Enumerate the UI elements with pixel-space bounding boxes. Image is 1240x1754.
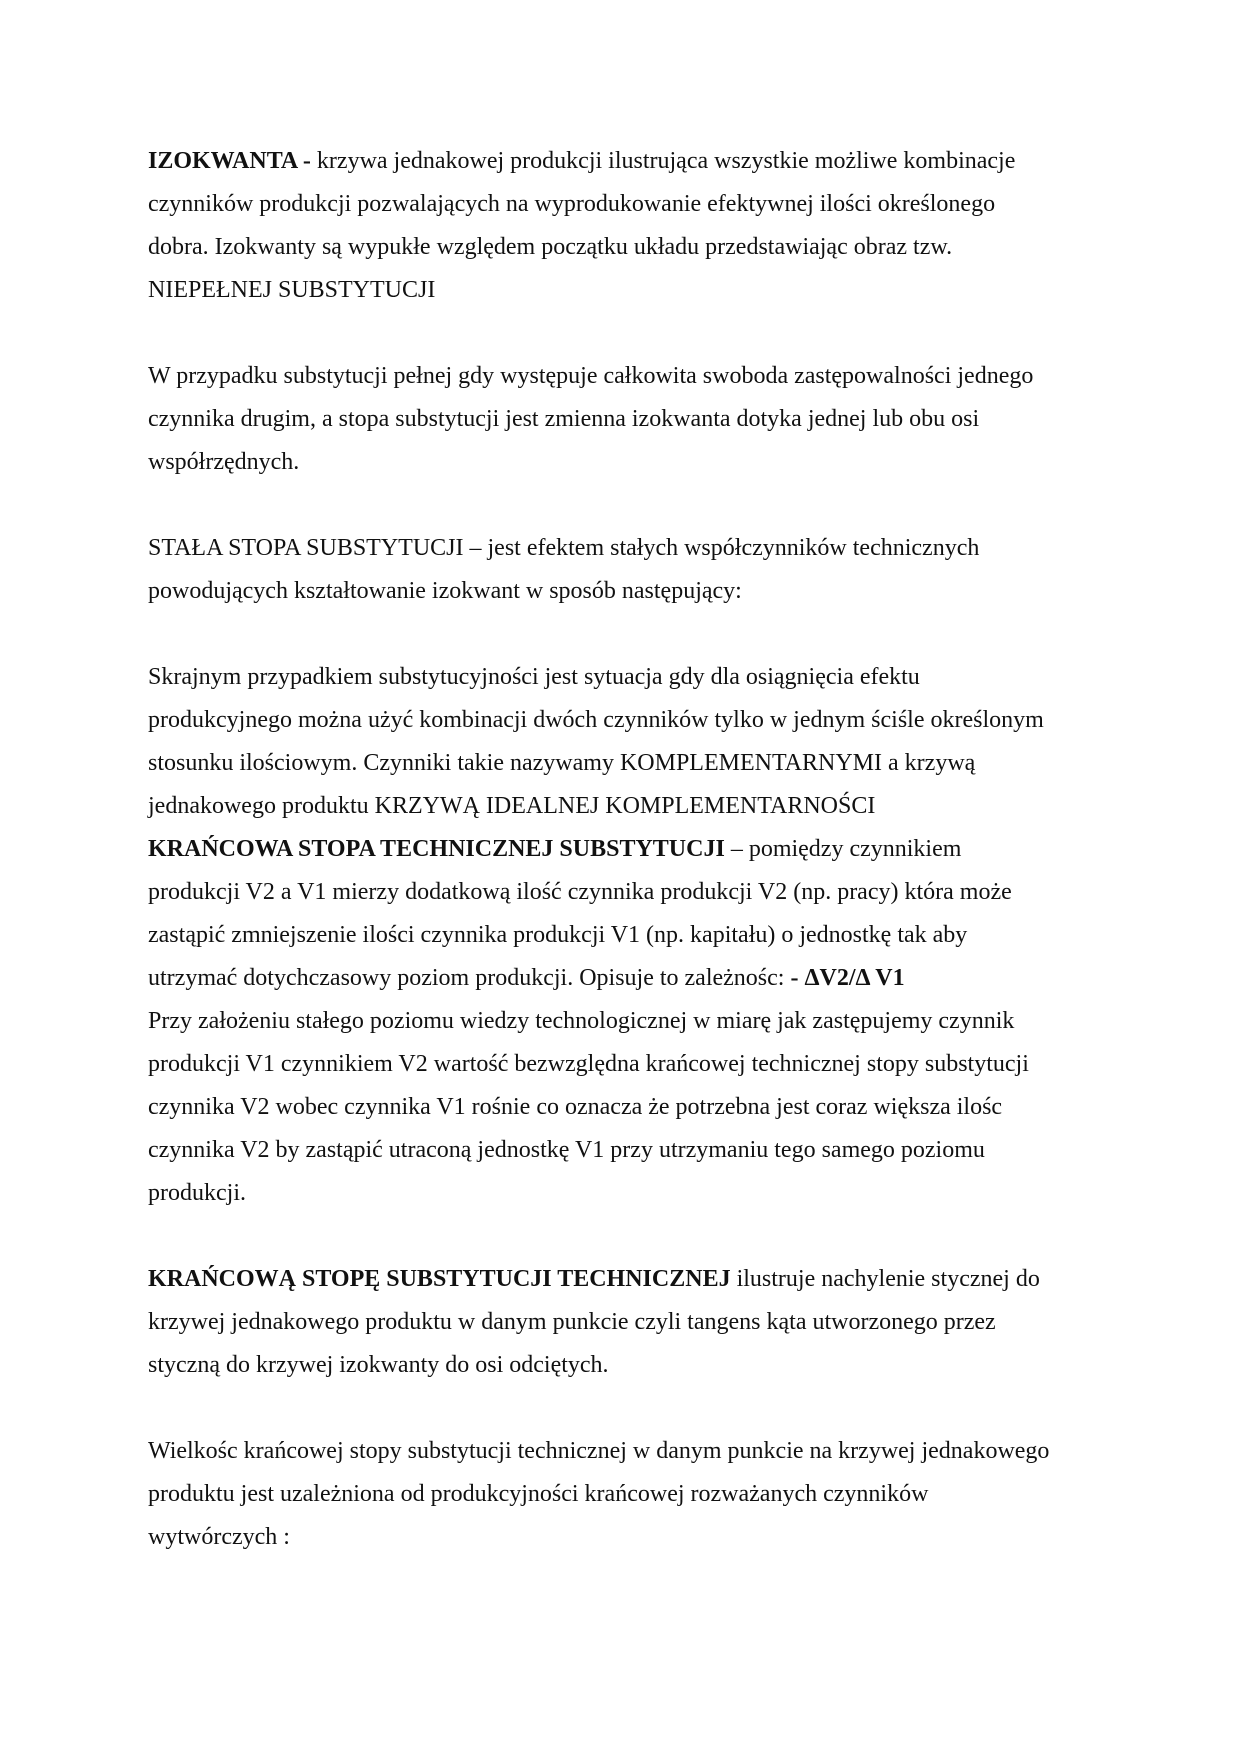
text-line: Skrajnym przypadkiem substytucyjności jest sytuacja gdy dla osiągnięcia efektu — [148, 664, 920, 690]
text-line — [148, 957, 1098, 1000]
text-line: styczną do krzywej izokwanty do osi odciętych. — [148, 1352, 609, 1378]
paragraph-izokwanta-definition — [148, 140, 1098, 312]
term-marginal-rate: KRAŃCOWA STOPA TECHNICZNEJ SUBSTYTUCJI — [148, 836, 725, 862]
text-line: produktu jest uzależniona od produkcyjności krańcowej rozważanych czynników — [148, 1481, 929, 1507]
formula-delta: - ΔV2/Δ V1 — [790, 965, 905, 991]
document-body — [148, 140, 1098, 1559]
text-line — [148, 1258, 1098, 1301]
text-line: wytwórczych : — [148, 1524, 290, 1550]
text-line: Przy założeniu stałego poziomu wiedzy technologicznej w miarę jak zastępujemy czynnik — [148, 1008, 1015, 1034]
text-line — [148, 828, 1098, 871]
term-izokwanta: IZOKWANTA - — [148, 148, 311, 174]
text-line: produkcji V2 a V1 mierzy dodatkową ilość czynnika produkcji V2 (np. pracy) która może — [148, 879, 1012, 905]
text-segment: krzywa jednakowej produkcji ilustrująca wszystkie możliwe kombinacje — [310, 148, 1016, 174]
text-line: W przypadku substytucji pełnej gdy występuje całkowita swoboda zastępowalności jednego — [148, 363, 1034, 389]
text-line: jednakowego produktu KRZYWĄ IDEALNEJ KOMPLEMENTARNOŚCI — [148, 793, 876, 819]
text-line: czynnika V2 wobec czynnika V1 rośnie co oznacza że potrzebna jest coraz większa ilośc — [148, 1094, 1003, 1120]
text-line: czynnika V2 by zastąpić utraconą jednostkę V1 przy utrzymaniu tego samego poziomu — [148, 1137, 985, 1163]
term-marginal-rate-accusative: KRAŃCOWĄ STOPĘ SUBSTYTUCJI TECHNICZNEJ — [148, 1266, 731, 1292]
text-line: czynników produkcji pozwalających na wyprodukowanie efektywnej ilości określonego — [148, 191, 996, 217]
text-line: krzywej jednakowego produktu w danym punkcie czyli tangens kąta utworzonego przez — [148, 1309, 996, 1335]
paragraph-full-substitution — [148, 355, 1098, 484]
text-segment: – pomiędzy czynnikiem — [724, 836, 962, 862]
text-line: produkcji. — [148, 1180, 246, 1206]
text-line: stosunku ilościowym. Czynniki takie nazywamy KOMPLEMENTARNYMI a krzywą — [148, 750, 976, 776]
paragraph-marginal-rate-definition — [148, 828, 1098, 1215]
text-line — [148, 140, 1098, 183]
text-line: dobra. Izokwanty są wypukłe względem początku układu przedstawiając obraz tzw. — [148, 234, 953, 260]
text-line: powodujących kształtowanie izokwant w sposób następujący: — [148, 578, 742, 604]
text-line: STAŁA STOPA SUBSTYTUCJI – jest efektem stałych współczynników technicznych — [148, 535, 980, 561]
paragraph-constant-rate — [148, 527, 1098, 613]
text-segment: utrzymać dotychczasowy poziom produkcji. Opisuje to zależnośc: — [148, 965, 791, 991]
text-line: współrzędnych. — [148, 449, 300, 475]
paragraph-complementarity — [148, 656, 1098, 828]
text-line: produkcji V1 czynnikiem V2 wartość bezwzględna krańcowej technicznej stopy substytucji — [148, 1051, 1029, 1077]
text-line: czynnika drugim, a stopa substytucji jest zmienna izokwanta dotyka jednej lub obu osi — [148, 406, 980, 432]
paragraph-marginal-productivity — [148, 1430, 1098, 1559]
paragraph-tangent-illustration — [148, 1258, 1098, 1387]
text-line: zastąpić zmniejszenie ilości czynnika produkcji V1 (np. kapitału) o jednostkę tak aby — [148, 922, 968, 948]
text-line: NIEPEŁNEJ SUBSTYTUCJI — [148, 277, 436, 303]
text-segment: ilustruje nachylenie stycznej do — [730, 1266, 1040, 1292]
text-line: Wielkośc krańcowej stopy substytucji technicznej w danym punkcie na krzywej jednakowego — [148, 1438, 1050, 1464]
text-line: produkcyjnego można użyć kombinacji dwóch czynników tylko w jednym ściśle określonym — [148, 707, 1044, 733]
